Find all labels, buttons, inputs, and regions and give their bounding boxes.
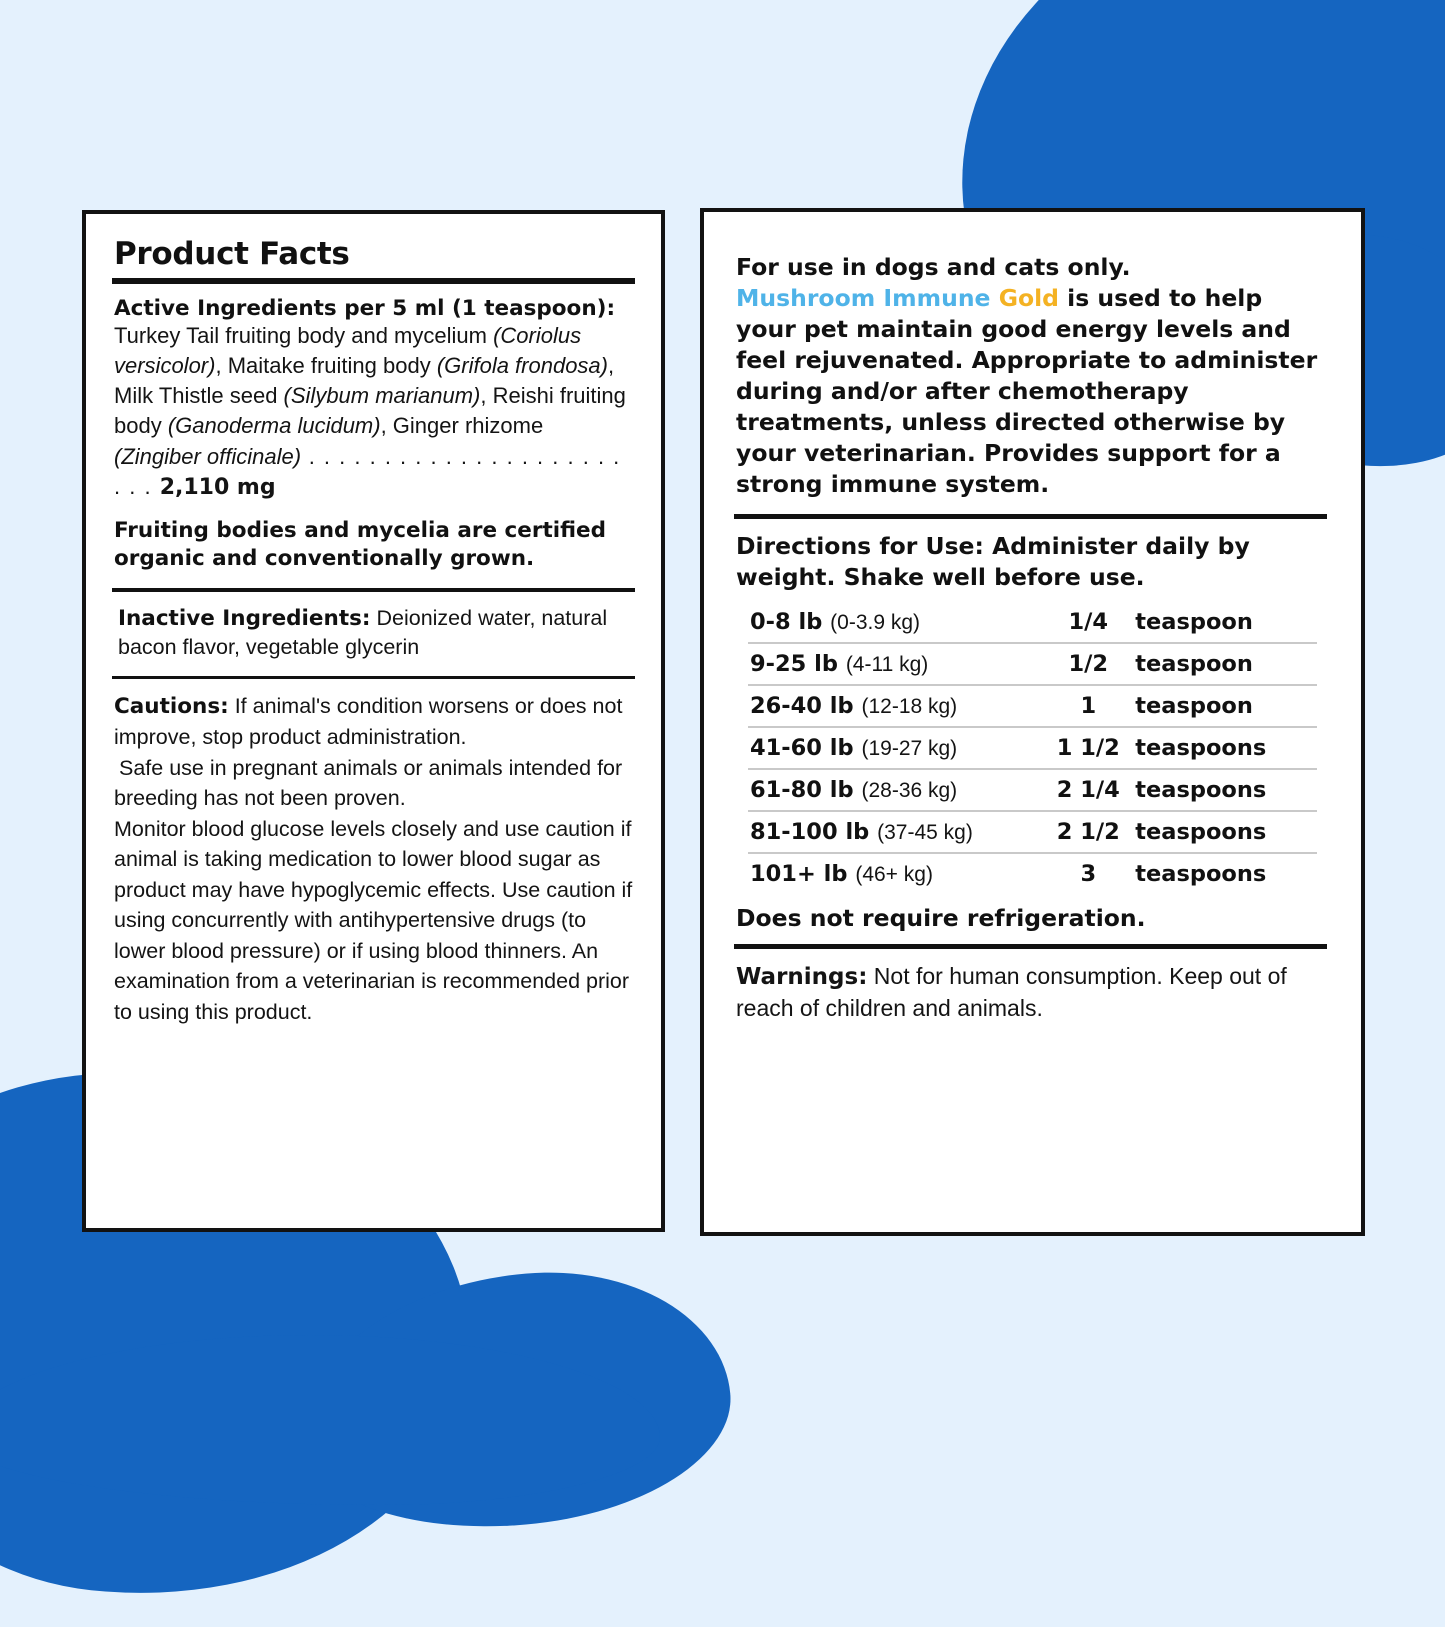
table-row <box>748 727 1317 769</box>
dose-qty: 1/4 <box>1043 602 1133 643</box>
dosage-table-body <box>748 602 1317 894</box>
leader-dots: . . . . . . . . . . . . . . . . . . . . . . . . <box>114 443 621 499</box>
dose-weight-lb: 81-100 lb <box>750 819 870 846</box>
dose-weight <box>748 643 1043 685</box>
product-facts-panel <box>82 210 665 1232</box>
dose-qty: 2 1/2 <box>1043 811 1133 853</box>
warnings-label: Warnings: <box>736 964 868 991</box>
dose-qty: 2 1/4 <box>1043 769 1133 811</box>
dose-weight <box>748 727 1043 769</box>
dose-weight-kg: (37-45 kg) <box>877 821 973 845</box>
cautions-block <box>114 691 635 1028</box>
table-row <box>748 769 1317 811</box>
divider-cautions <box>112 676 635 679</box>
dose-weight-lb: 0-8 lb <box>750 609 823 636</box>
dose-qty: 1/2 <box>1043 643 1133 685</box>
cautions-label: Cautions: <box>114 693 229 719</box>
inactive-ingredients-text: Deionized water, natural bacon flavor, vegetable glycerin <box>118 605 608 659</box>
intro-block <box>736 252 1327 500</box>
dose-weight-kg: (28-36 kg) <box>861 779 958 803</box>
dose-weight-lb: 61-80 lb <box>750 777 854 804</box>
table-row <box>748 685 1317 727</box>
brand-name-primary: Mushroom Immune <box>736 284 999 313</box>
inactive-ingredients-label: Inactive Ingredients: <box>118 605 371 631</box>
dose-unit: teaspoon <box>1133 602 1317 643</box>
active-ingredients-text <box>114 321 635 503</box>
active-text-2: , Maitake fruiting body <box>215 353 437 379</box>
table-row <box>748 811 1317 853</box>
table-row <box>748 643 1317 685</box>
divider-directions <box>734 514 1327 519</box>
active-amount: 2,110 mg <box>159 474 276 500</box>
dose-weight <box>748 853 1043 894</box>
dose-weight-kg: (12-18 kg) <box>861 695 958 719</box>
dose-weight-lb: 41-60 lb <box>750 735 854 762</box>
dose-weight-kg: (46+ kg) <box>855 863 933 887</box>
dose-weight-kg: (19-27 kg) <box>861 737 958 761</box>
active-text-5: , Ginger rhizome <box>380 413 544 439</box>
dose-weight-lb: 26-40 lb <box>750 693 854 720</box>
dose-unit: teaspoons <box>1135 861 1267 888</box>
dose-weight-lb: 9-25 lb <box>750 651 838 678</box>
dose-qty: 1 <box>1043 685 1133 727</box>
active-ingredients-heading: Active Ingredients per 5 ml (1 teaspoon): <box>114 296 616 321</box>
cautions-line-2: Safe use in pregnant animals or animals intended for breeding has not been proven. <box>114 755 623 811</box>
cautions-line-1: If animal's condition worsens or does not improve, stop product administration. <box>114 693 623 750</box>
directions-panel <box>700 208 1365 1236</box>
cautions-line-3: Monitor blood glucose levels closely and use caution if animal is taking medication to lower blood sugar as product may have hypoglycemic effects. Use caution if using concurrently with antihypertensive drugs (to lower blood pressure) or if using blood thinners. An examination from a veterinarian is recommended prior to using this product. <box>114 816 633 1024</box>
divider-warnings <box>734 944 1327 949</box>
divider-title <box>112 278 635 284</box>
dose-qty: 1 1/2 <box>1043 727 1133 769</box>
active-text-4: , Reishi fruiting body <box>114 383 626 439</box>
active-italic-1: (Coriolus versicolor) <box>114 323 582 379</box>
dose-unit: teaspoons <box>1133 727 1317 769</box>
active-italic-3: (Silybum marianum) <box>283 383 481 409</box>
dose-weight <box>748 811 1043 853</box>
dose-unit: teaspoon <box>1133 685 1317 727</box>
active-text-1: Turkey Tail fruiting body and mycelium <box>114 323 494 348</box>
cautions-first-paragraph <box>114 691 635 753</box>
brand-name-accent: Gold <box>998 284 1059 313</box>
inactive-ingredients <box>118 604 635 662</box>
active-italic-4: (Ganoderma lucidum) <box>167 413 381 439</box>
intro-line-2: is used to help your pet maintain good energy levels and feel rejuvenated. Appropriate to administer during and/or after chemotherapy treatments, unless directed otherwise by your veterinarian. Provides support for a strong immune system. <box>736 284 1318 499</box>
warnings-block <box>736 961 1327 1024</box>
dose-unit: teaspoons <box>1133 769 1317 811</box>
no-refrigeration-note: Does not require refrigeration. <box>736 904 1146 933</box>
dose-qty: 3 <box>1080 861 1097 888</box>
dosage-table <box>748 602 1317 894</box>
product-facts-title: Product Facts <box>114 236 350 272</box>
dose-weight <box>748 769 1043 811</box>
dose-weight-kg: (4-11 kg) <box>845 653 929 677</box>
dose-weight <box>748 602 1043 643</box>
dose-weight-kg: (0-3.9 kg) <box>830 611 921 635</box>
table-row <box>748 853 1317 894</box>
certified-note: Fruiting bodies and mycelia are certified organic and conventionally grown. <box>114 517 607 572</box>
active-italic-2: (Grifola frondosa) <box>436 353 608 379</box>
dose-unit: teaspoons <box>1133 811 1317 853</box>
table-row <box>748 602 1317 643</box>
dose-weight-lb: 101+ lb <box>750 861 848 888</box>
dose-unit: teaspoon <box>1133 643 1317 685</box>
dose-weight <box>748 685 1043 727</box>
intro-line-1: For use in dogs and cats only. <box>736 253 1131 281</box>
divider-inactive <box>112 588 635 592</box>
active-text-3: , Milk Thistle seed <box>114 353 615 409</box>
active-italic-5: (Zingiber officinale) <box>114 443 302 469</box>
directions-heading: Directions for Use: Administer daily by weight. Shake well before use. <box>736 532 1250 591</box>
warnings-text: Not for human consumption. Keep out of reach of children and animals. <box>736 963 1287 1022</box>
